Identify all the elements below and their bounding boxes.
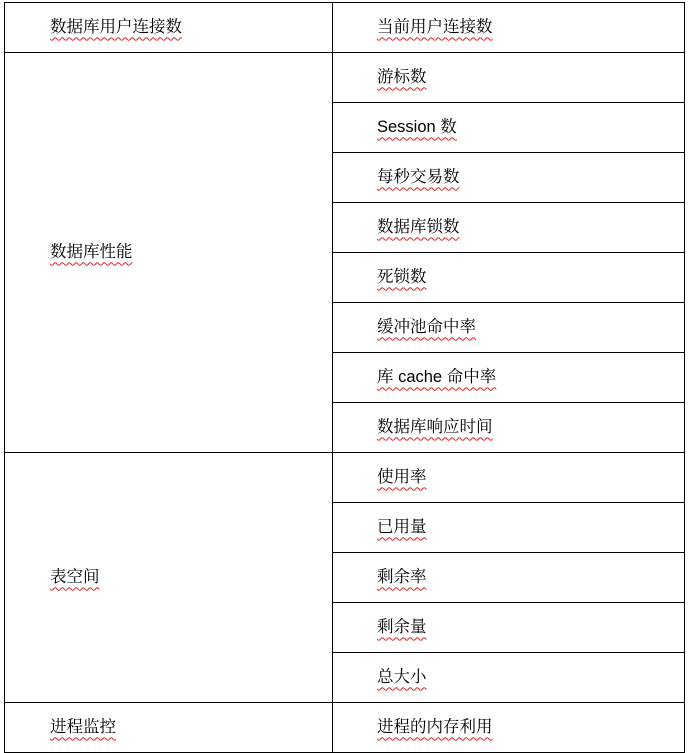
metric-label: 死锁数 <box>377 267 427 287</box>
metric-cell <box>333 603 685 653</box>
metric-cell <box>333 453 685 503</box>
metric-label: 已用量 <box>377 517 427 537</box>
metric-label: 剩余量 <box>377 617 427 637</box>
metric-label: 数据库响应时间 <box>377 417 493 437</box>
metric-label: 剩余率 <box>377 567 427 587</box>
category-label: 数据库用户连接数 <box>50 17 182 37</box>
metric-label: 库 cache 命中率 <box>377 368 497 387</box>
metric-cell <box>333 3 685 53</box>
metric-cell <box>333 653 685 703</box>
metric-cell <box>333 703 685 753</box>
category-label: 数据库性能 <box>50 242 133 262</box>
metric-label: Session 数 <box>377 118 457 137</box>
metric-label: 数据库锁数 <box>377 217 460 237</box>
table-row <box>5 453 685 503</box>
metric-label: 缓冲池命中率 <box>377 317 476 337</box>
metric-label: 总大小 <box>377 667 427 687</box>
metric-label: 每秒交易数 <box>377 167 460 187</box>
metric-label: 当前用户连接数 <box>377 17 493 37</box>
category-cell <box>5 3 333 53</box>
category-cell <box>5 703 333 753</box>
metric-cell <box>333 203 685 253</box>
metric-cell <box>333 53 685 103</box>
category-label: 表空间 <box>50 567 100 587</box>
table-row <box>5 53 685 103</box>
metric-cell <box>333 153 685 203</box>
metrics-table <box>4 2 685 753</box>
category-label: 进程监控 <box>50 717 116 737</box>
category-cell <box>5 453 333 703</box>
metric-cell <box>333 503 685 553</box>
metric-label: 使用率 <box>377 467 427 487</box>
table-row <box>5 703 685 753</box>
metric-cell <box>333 403 685 453</box>
metric-cell <box>333 553 685 603</box>
table-row <box>5 3 685 53</box>
metric-cell <box>333 353 685 403</box>
metric-cell <box>333 103 685 153</box>
metric-label: 游标数 <box>377 67 427 87</box>
metric-cell <box>333 303 685 353</box>
metric-label: 进程的内存利用 <box>377 717 493 737</box>
metric-cell <box>333 253 685 303</box>
category-cell <box>5 53 333 453</box>
